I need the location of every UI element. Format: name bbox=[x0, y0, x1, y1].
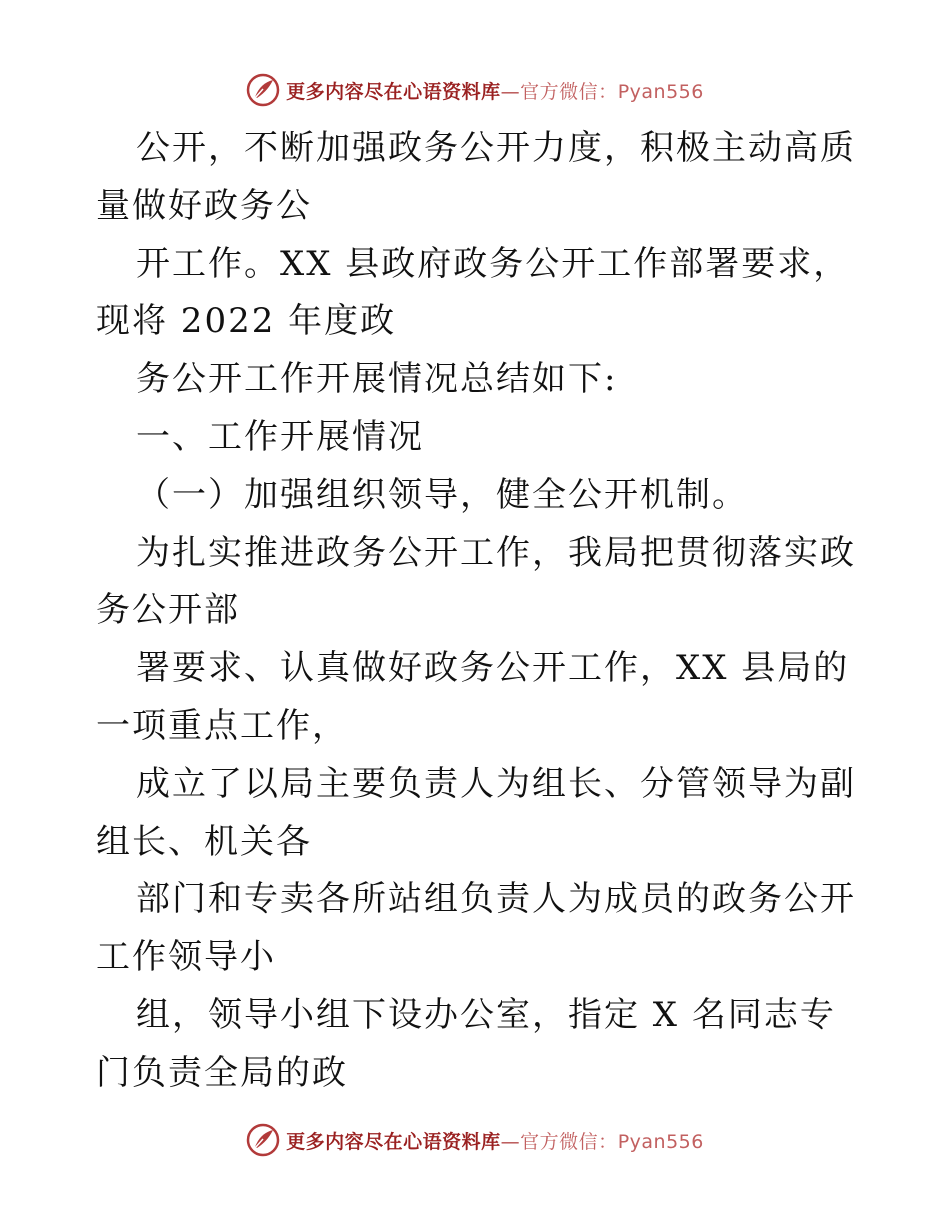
paragraph: 公开，不断加强政务公开力度，积极主动高质量做好政务公 bbox=[96, 128, 856, 226]
paragraph: 成立了以局主要负责人为组长、分管领导为副组长、机关各 bbox=[96, 763, 856, 862]
banner-wechat-id: Pyan556 bbox=[617, 80, 704, 103]
banner-text bbox=[286, 77, 704, 104]
header-banner bbox=[0, 68, 950, 112]
paragraph: 为扎实推进政务公开工作，我局把贯彻落实政务公开部 bbox=[96, 532, 856, 631]
section-heading: 一、工作开展情况 bbox=[136, 416, 424, 457]
banner-wechat-label: 官方微信： bbox=[520, 1130, 618, 1153]
banner-highlight: 更多内容尽在心语资料库 bbox=[286, 1130, 501, 1153]
paragraph: 部门和专卖各所站组负责人为成员的政务公开工作领导小 bbox=[96, 879, 856, 978]
quill-logo-icon bbox=[246, 73, 280, 107]
paragraph: 务公开工作开展情况总结如下: bbox=[136, 359, 618, 400]
banner-wechat-label: 官方微信： bbox=[520, 80, 618, 103]
document-body bbox=[96, 120, 866, 1103]
paragraph: 署要求、认真做好政务公开工作，XX 县局的一项重点工作， bbox=[96, 648, 850, 746]
banner-text bbox=[286, 1127, 704, 1154]
banner-highlight: 更多内容尽在心语资料库 bbox=[286, 80, 501, 103]
paragraph: 开工作。XX 县政府政务公开工作部署要求，现将 2022 年度政 bbox=[96, 243, 850, 342]
banner-dash: — bbox=[500, 1130, 521, 1153]
banner-dash: — bbox=[500, 80, 521, 103]
footer-banner bbox=[0, 1118, 950, 1162]
paragraph: 组，领导小组下设办公室，指定 X 名同志专门负责全局的政 bbox=[96, 994, 836, 1093]
quill-logo-icon bbox=[246, 1123, 280, 1157]
banner-wechat-id: Pyan556 bbox=[617, 1130, 704, 1153]
subsection-heading: （一）加强组织领导，健全公开机制。 bbox=[136, 474, 748, 515]
